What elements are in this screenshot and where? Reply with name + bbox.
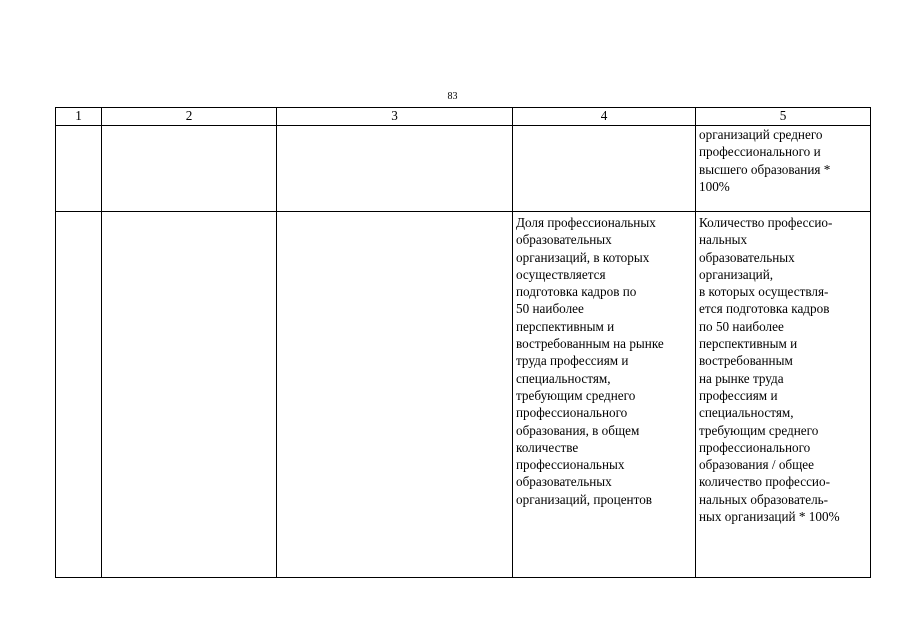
table-row (56, 126, 871, 212)
text-line: специальностям, (699, 405, 794, 421)
text-line: организаций, в которых (516, 249, 650, 265)
cell-r2-c3 (277, 212, 513, 578)
text-line: Количество профессио- (699, 215, 833, 230)
text-line: нальных (699, 232, 748, 248)
text-line: 100% (699, 178, 730, 194)
indicator-name-cell (513, 212, 696, 578)
text-line: нальных образователь- (699, 491, 829, 507)
table-row (56, 212, 871, 578)
text-line: образования, в общем (516, 422, 640, 438)
text-line: организаций среднего (699, 127, 823, 142)
formula-cell (696, 212, 871, 578)
text-line: профессионального (699, 439, 811, 455)
text-line: высшего образования * (699, 161, 831, 177)
cell-r1-c5 (696, 126, 871, 212)
text-line: профессиям и (699, 387, 778, 403)
table-header-row (56, 108, 871, 126)
text-line: количестве (516, 439, 579, 455)
text-line: Доля профессиональных (516, 215, 656, 230)
text-line: профессиональных (516, 457, 625, 473)
cell-r1-c2 (102, 126, 277, 212)
column-header-2: 2 (102, 108, 277, 126)
text-line: труда профессиям и (516, 353, 629, 369)
text-line: специальностям, (516, 370, 611, 386)
column-header-4: 4 (513, 108, 696, 126)
text-line: образовательных (516, 474, 612, 490)
text-line: образовательных (516, 232, 612, 248)
text-line: востребованным (699, 353, 793, 369)
text-line: перспективным и (516, 318, 615, 334)
page-number: 83 (447, 91, 458, 102)
cell-r1-c4 (513, 126, 696, 212)
cell-r2-c2 (102, 212, 277, 578)
text-line: подготовка кадров по (516, 284, 637, 300)
text-line: ных организаций * 100% (699, 509, 840, 525)
text-line: требующим среднего (516, 387, 636, 403)
text-line: 50 наиболее (516, 301, 584, 317)
text-line: профессионального и (699, 144, 821, 160)
column-header-3: 3 (277, 108, 513, 126)
document-table (55, 107, 871, 578)
text-line: востребованным на рынке (516, 336, 664, 352)
text-line: образования / общее (699, 457, 814, 473)
text-line: ется подготовка кадров (699, 301, 830, 317)
text-line: профессионального (516, 405, 628, 421)
text-line: образовательных (699, 249, 795, 265)
text-line: организаций, процентов (516, 491, 653, 507)
text-line: перспективным и (699, 336, 798, 352)
text-line: осуществляется (516, 266, 606, 282)
text-line: в которых осуществля- (699, 284, 829, 300)
cell-r2-c1 (56, 212, 102, 578)
text-line: требующим среднего (699, 422, 819, 438)
text-line: количество профессио- (699, 474, 830, 490)
cell-r1-c1 (56, 126, 102, 212)
text-line: организаций, (699, 266, 774, 282)
text-line: по 50 наиболее (699, 318, 784, 334)
column-header-5: 5 (696, 108, 871, 126)
text-line: на рынке труда (699, 370, 784, 386)
cell-r1-c3 (277, 126, 513, 212)
column-header-1: 1 (56, 108, 102, 126)
